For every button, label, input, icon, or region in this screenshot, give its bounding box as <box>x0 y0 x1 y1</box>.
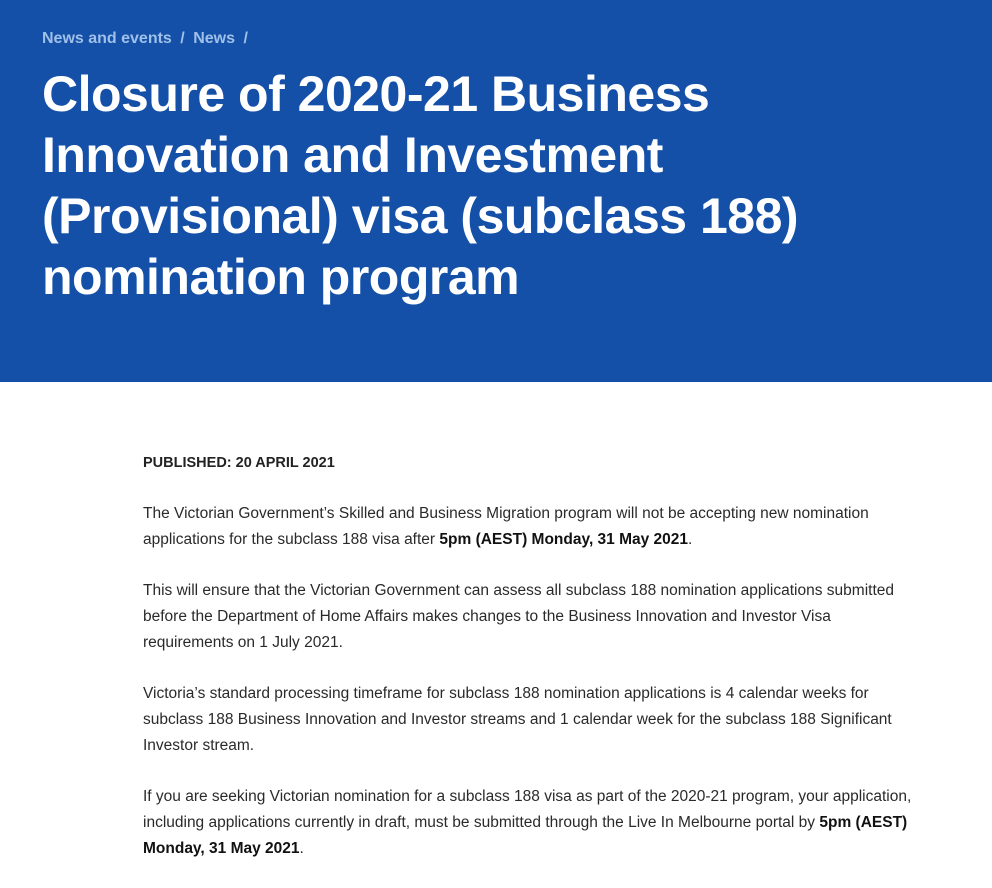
breadcrumb <box>42 30 252 48</box>
breadcrumb-separator: / <box>243 30 248 47</box>
breadcrumb-separator: / <box>180 30 185 47</box>
paragraph-text: If you are seeking Victorian nomination for a subclass 188 visa as part of the 2020-21 program, your application, including applications currently in draft, must be submitted through the Live In Melbourne portal by <box>143 788 912 831</box>
article-paragraph-3: Victoria’s standard processing timeframe for subclass 188 nomination applications is 4 calendar weeks for subclass 188 Business Innovation and Investor streams and 1 calendar week for the subclass 188 Significant Investor stream. <box>143 685 892 754</box>
article-paragraph-2: This will ensure that the Victorian Government can assess all subclass 188 nomination applications submitted before the Department of Home Affairs makes changes to the Business Innovation and Investor Visa requirements on 1 July 2021. <box>143 582 894 651</box>
deadline-emphasis: 5pm (AEST) Monday, 31 May 2021 <box>143 814 908 857</box>
article-body <box>143 450 923 887</box>
article-paragraph-4 <box>143 784 923 862</box>
breadcrumb-link-news[interactable]: News <box>193 30 235 47</box>
article-paragraph-1 <box>143 501 923 553</box>
page-header-banner <box>0 0 992 382</box>
paragraph-text: . <box>299 840 304 857</box>
page-title: Closure of 2020-21 Business Innovation and Investment (Provisional) visa (subclass 188) nomination program <box>42 66 799 305</box>
published-date: PUBLISHED: 20 APRIL 2021 <box>143 455 335 471</box>
paragraph-text: . <box>688 531 693 548</box>
paragraph-text: The Victorian Government’s Skilled and Business Migration program will not be accepting new nomination applications for the subclass 188 visa after <box>143 505 869 548</box>
breadcrumb-link-news-and-events[interactable]: News and events <box>42 30 172 47</box>
deadline-emphasis: 5pm (AEST) Monday, 31 May 2021 <box>439 531 689 548</box>
